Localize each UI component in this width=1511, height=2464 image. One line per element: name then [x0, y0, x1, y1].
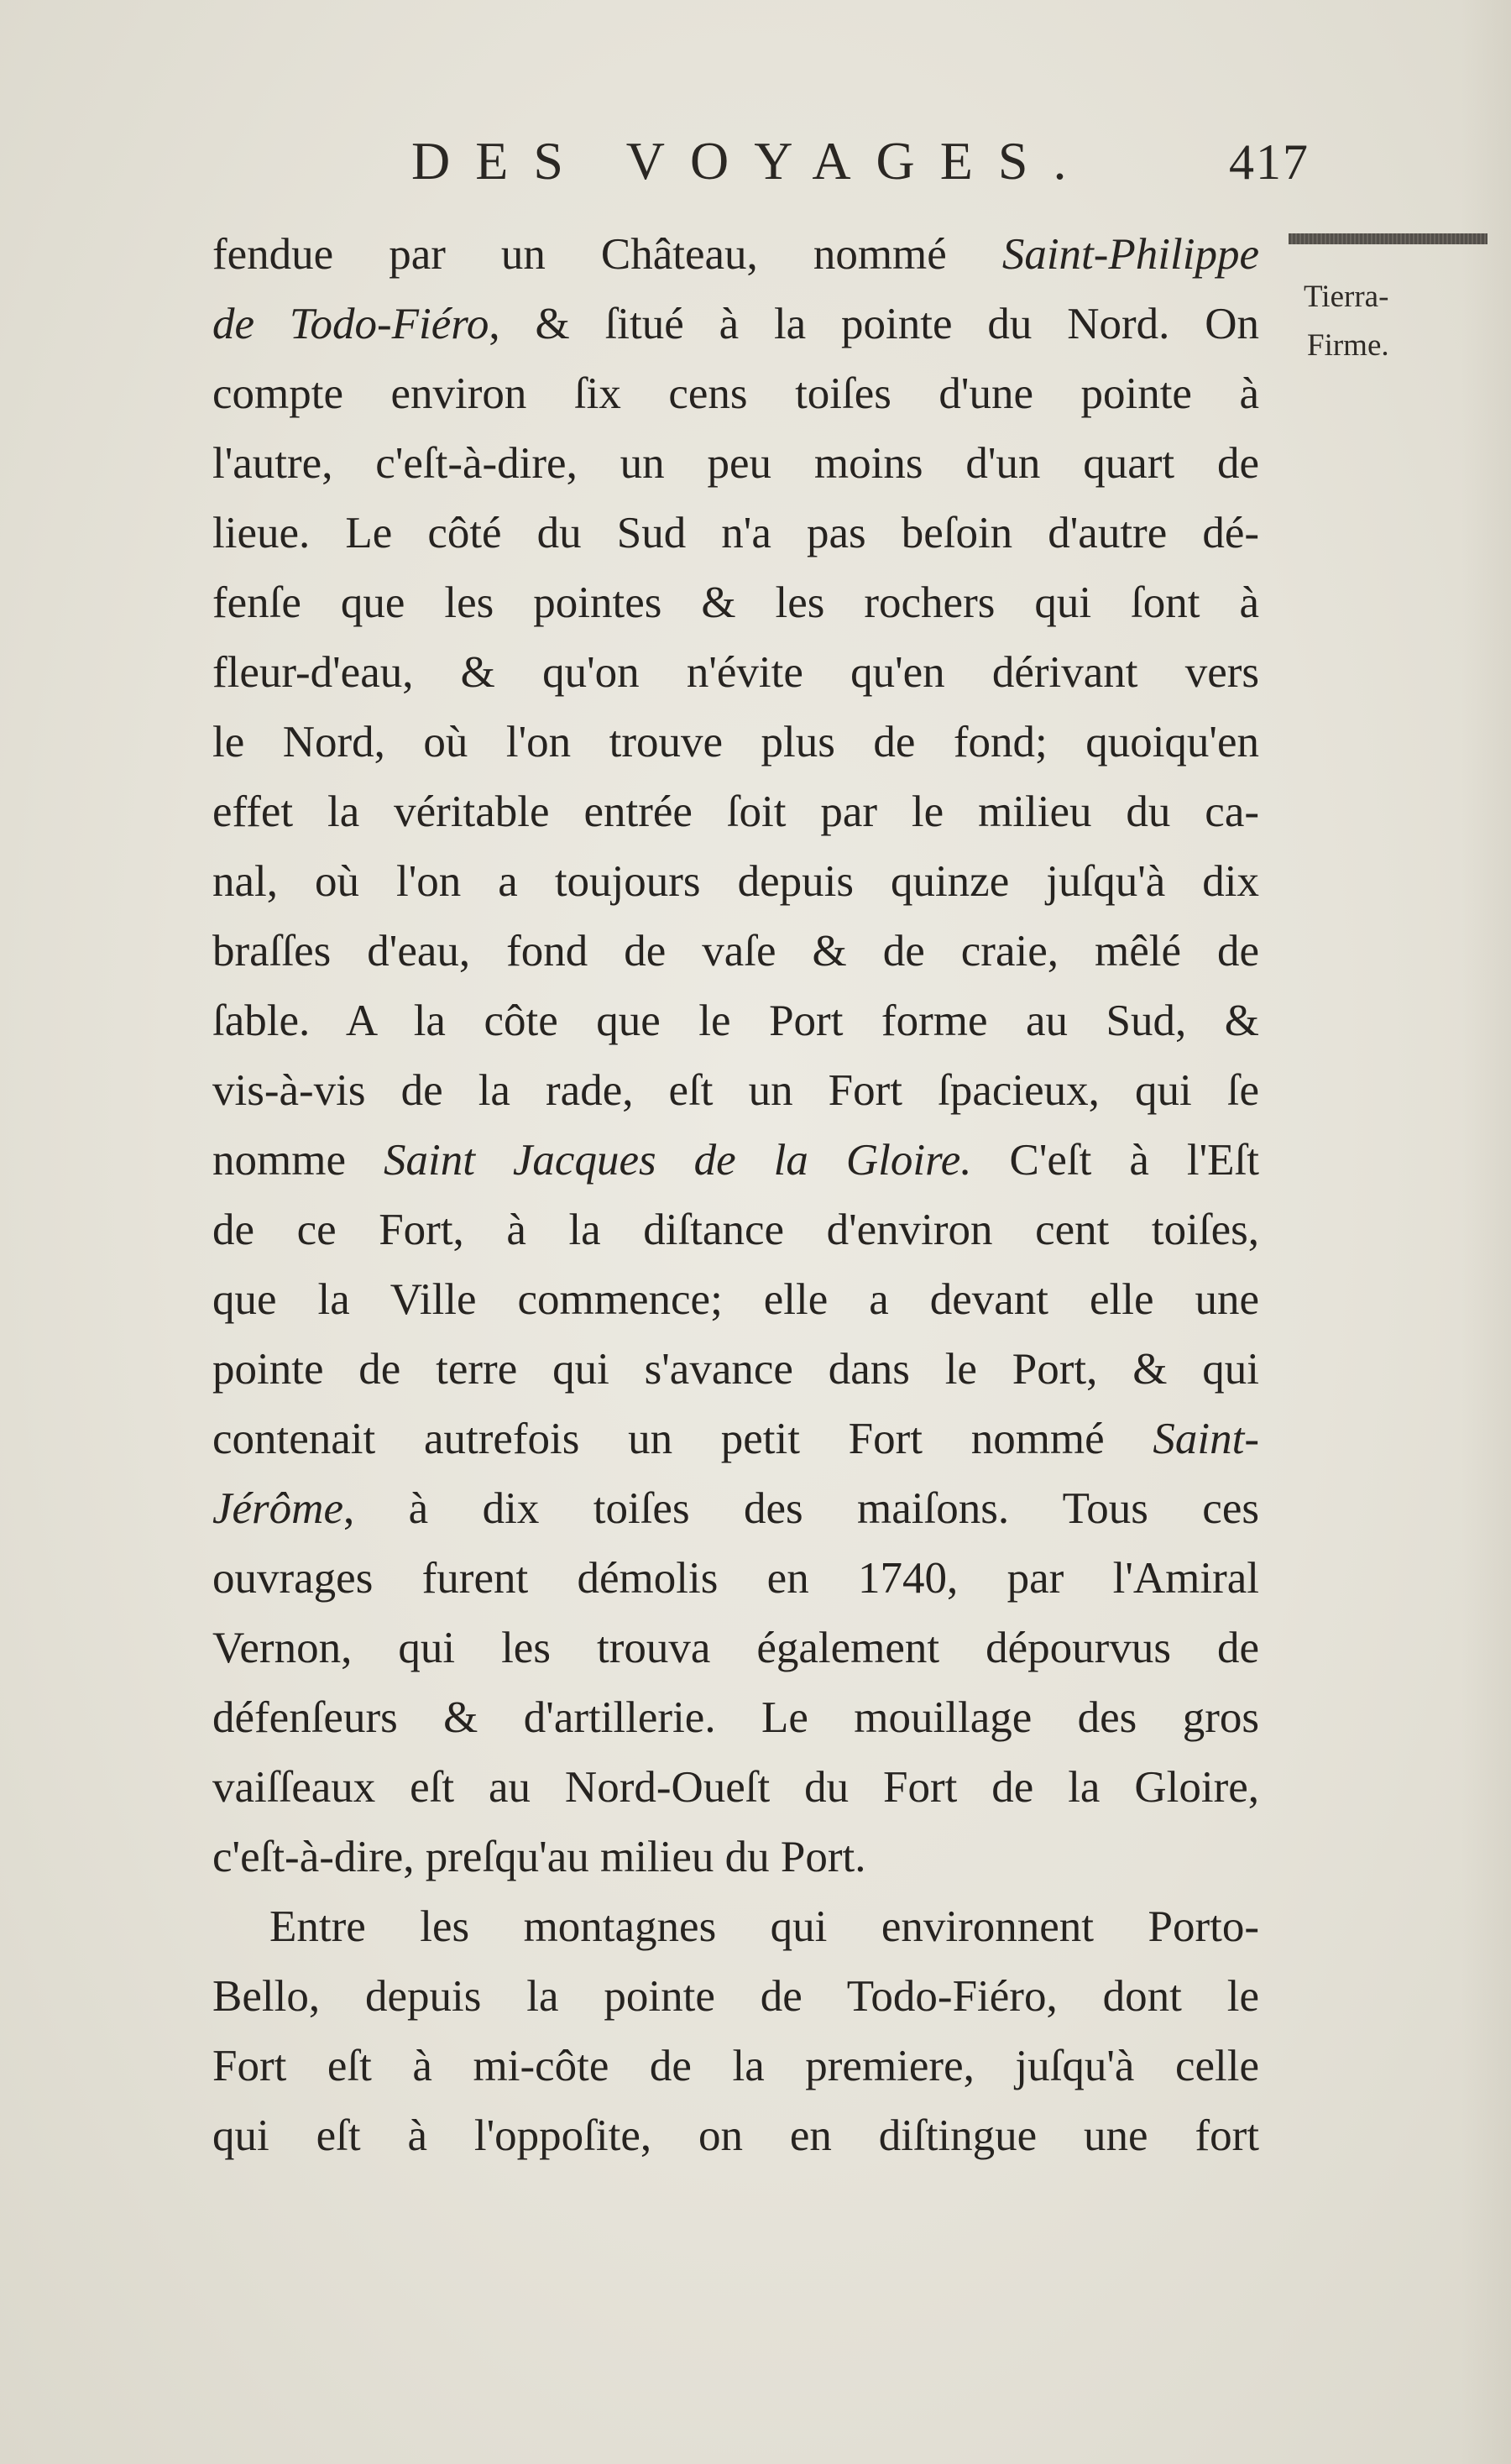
text-line: nomme Saint Jacques de la Gloire. C'eſt à l'Eſt	[212, 1136, 1259, 1185]
text-line: de ce Fort, à la diſtance d'environ cent toiſes,	[212, 1206, 1259, 1254]
text-line: compte environ ſix cens toiſes d'une pointe à	[212, 369, 1259, 418]
text-line: Vernon, qui les trouva également dépourvus de	[212, 1624, 1259, 1672]
running-head	[411, 130, 1310, 206]
text-line: Bello, depuis la pointe de Todo-Fiéro, dont le	[212, 1972, 1259, 2021]
text-line: fenſe que les pointes & les rochers qui ſont à	[212, 578, 1259, 627]
text-line: nal, où l'on a toujours depuis quinze juſqu'à dix	[212, 857, 1259, 906]
margin-note	[1304, 273, 1472, 370]
text-line: vaiſſeaux eſt au Nord-Oueſt du Fort de la Gloire,	[212, 1763, 1259, 1812]
text-line: Fort eſt à mi-côte de la premiere, juſqu'à celle	[212, 2042, 1259, 2090]
italic-name: Jérôme	[212, 1484, 343, 1533]
text-line: ſable. A la côte que le Port forme au Sud, &	[212, 997, 1259, 1045]
body-text	[212, 220, 1259, 2171]
text-line: Entre les montagnes qui environnent Porto-	[269, 1902, 1259, 1951]
text-line: l'autre, c'eſt-à-dire, un peu moins d'un quart de	[212, 439, 1259, 488]
text-line: lieue. Le côté du Sud n'a pas beſoin d'autre dé-	[212, 509, 1259, 557]
page-number: 417	[1229, 134, 1310, 190]
text-line: que la Ville commence; elle a devant elle une	[212, 1275, 1259, 1324]
text-line: fleur-d'eau, & qu'on n'évite qu'en dérivant vers	[212, 648, 1259, 697]
text-line: pointe de terre qui s'avance dans le Port, & qui	[212, 1345, 1259, 1394]
margin-note-line-1: Tierra-	[1304, 280, 1389, 314]
running-title: DES VOYAGES.	[411, 131, 1092, 191]
margin-note-line-2: Firme.	[1307, 328, 1389, 363]
text-line: de Todo-Fiéro, & ſitué à la pointe du Nord. On	[212, 300, 1259, 348]
text-line: contenait autrefois un petit Fort nommé Saint-	[212, 1415, 1259, 1463]
text-line: qui eſt à l'oppoſite, on en diſtingue une fort	[212, 2111, 1259, 2160]
text-line: braſſes d'eau, fond de vaſe & de craie, mêlé de	[212, 927, 1259, 976]
text-line: défenſeurs & d'artillerie. Le mouillage des gros	[212, 1693, 1259, 1742]
text-line: fendue par un Château, nommé Saint-Philippe	[212, 230, 1259, 279]
margin-ornament-rule	[1289, 233, 1487, 244]
text-line: c'eſt-à-dire, preſqu'au milieu du Port.	[212, 1833, 866, 1881]
italic-name: Saint-	[1153, 1415, 1259, 1463]
italic-name: Saint Jacques de la Gloire.	[383, 1136, 972, 1185]
text-line: le Nord, où l'on trouve plus de fond; quoiqu'en	[212, 718, 1259, 766]
italic-name: de Todo-Fiéro	[212, 300, 489, 348]
text-line: vis-à-vis de la rade, eſt un Fort ſpacieux, qui ſe	[212, 1066, 1259, 1115]
text-line: Jérôme, à dix toiſes des maiſons. Tous ces	[212, 1484, 1259, 1533]
text-line: effet la véritable entrée ſoit par le milieu du ca-	[212, 787, 1259, 836]
text-line: ouvrages furent démolis en 1740, par l'Amiral	[212, 1554, 1259, 1603]
italic-name: Saint-Philippe	[1001, 230, 1259, 279]
